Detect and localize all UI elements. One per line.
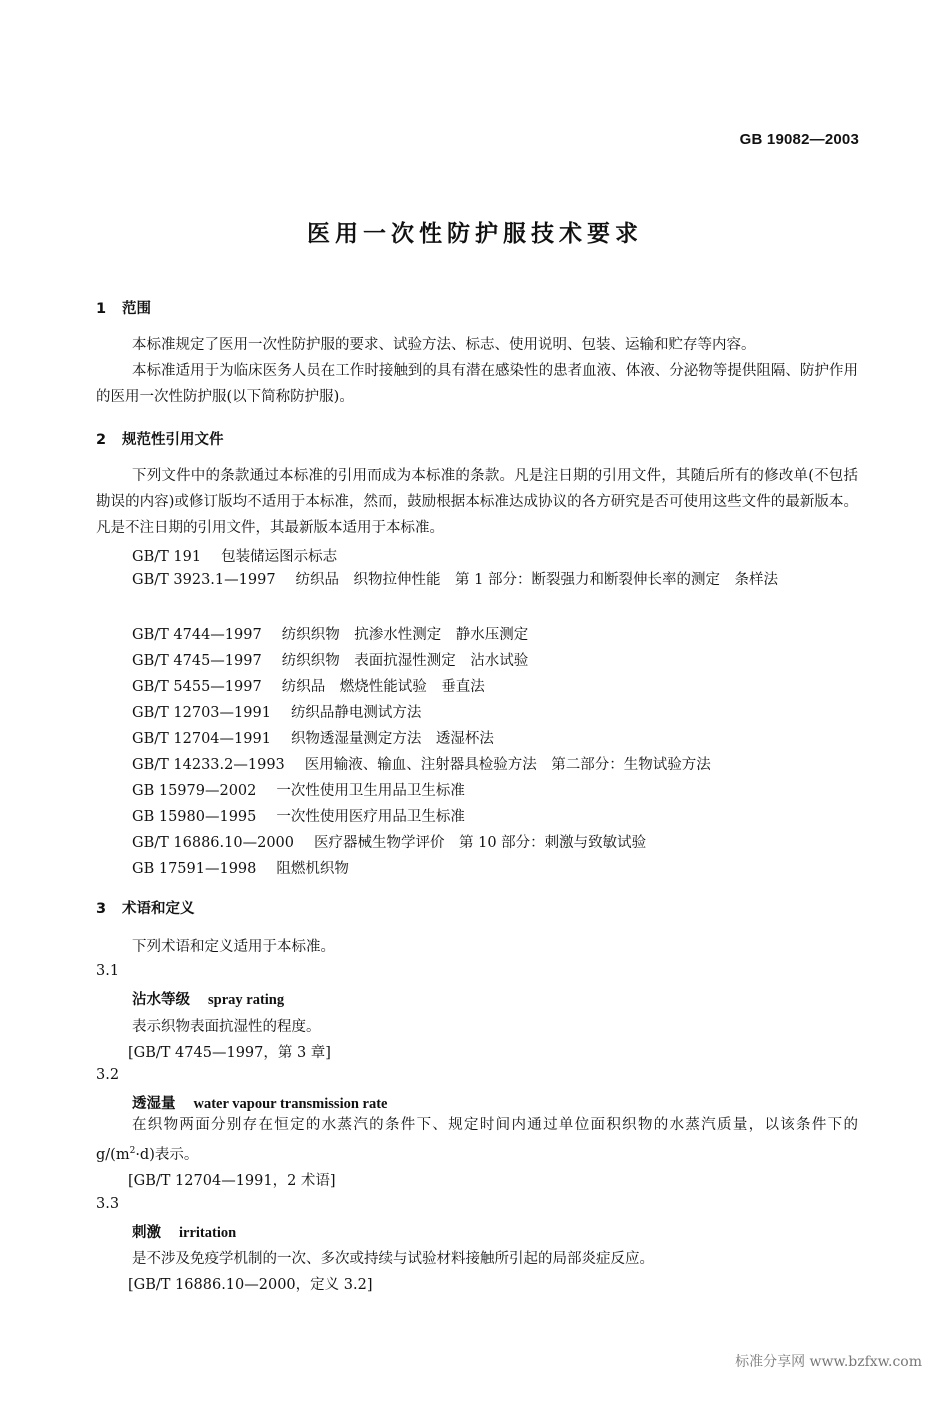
reference-item [132, 701, 421, 722]
reference-item [132, 727, 494, 748]
reference-code: GB 17591—1998 [132, 861, 257, 877]
section-title: 术语和定义 [122, 901, 195, 917]
section-3-heading [96, 897, 195, 918]
term-zh: 沾水等级 [132, 991, 190, 1008]
section-2-intro: 下列文件中的条款通过本标准的引用而成为本标准的条款。凡是注日期的引用文件，其随后所有的修改单(不包括勘误的内容)或修订版均不适用于本标准，然而，鼓励根据本标准达成协议的各方研究是否可使用这些文件的最新版本。凡是不注日期的引用文件，其最新版本适用于本标准。 [96, 468, 858, 536]
reference-title: 纺织品静电测试方法 [290, 705, 422, 721]
term-name [132, 988, 284, 1009]
term-definition-text: 在织物两面分别存在恒定的水蒸汽的条件下、规定时间内通过单位面积织物的水蒸汽质量，以该条件下的 g/(m [96, 1117, 858, 1163]
reference-code: GB/T 4744—1997 [132, 627, 262, 643]
reference-title: 包装储运图示标志 [221, 549, 338, 565]
reference-item [132, 831, 646, 852]
reference-title: 纺织织物 表面抗湿性测定 沾水试验 [281, 653, 529, 669]
term-number: 3.2 [96, 1067, 120, 1083]
reference-code: GB/T 16886.10—2000 [132, 835, 294, 851]
section-3-intro: 下列术语和定义适用于本标准。 [132, 939, 335, 955]
term-source: [GB/T 12704—1991，2 术语] [128, 1173, 336, 1189]
section-number: 1 [96, 301, 107, 317]
term-en: spray rating [208, 992, 285, 1008]
reference-item [132, 545, 337, 566]
reference-title: 一次性使用医疗用品卫生标准 [276, 809, 465, 825]
term-definition: 表示织物表面抗湿性的程度。 [132, 1019, 321, 1035]
reference-title: 阻燃机织物 [276, 861, 349, 877]
reference-code: GB/T 4745—1997 [132, 653, 262, 669]
document-title: 医用一次性防护服技术要求 [307, 221, 643, 247]
reference-item [132, 857, 349, 878]
reference-title: 纺织织物 抗渗水性测定 静水压测定 [281, 627, 529, 643]
term-en: water vapour transmission rate [193, 1096, 388, 1112]
term-zh: 刺激 [132, 1224, 161, 1241]
term-number: 3.3 [96, 1196, 120, 1212]
reference-item [132, 623, 528, 644]
section-2-heading [96, 428, 224, 449]
section-1-paragraph-1: 本标准规定了医用一次性防护服的要求、试验方法、标志、使用说明、包装、运输和贮存等内容。 [132, 337, 756, 353]
reference-code: GB/T 14233.2—1993 [132, 757, 285, 773]
reference-code: GB 15980—1995 [132, 809, 257, 825]
section-1-heading [96, 297, 151, 318]
term-name [132, 1221, 236, 1242]
reference-title: 医用输液、输血、注射器具检验方法 第二部分：生物试验方法 [304, 757, 711, 773]
section-number: 2 [96, 432, 107, 448]
term-name [132, 1092, 388, 1113]
reference-code: GB/T 12703—1991 [132, 705, 271, 721]
term-source: [GB/T 4745—1997，第 3 章] [128, 1045, 331, 1061]
section-title: 规范性引用文件 [122, 432, 224, 448]
term-zh: 透湿量 [132, 1095, 176, 1112]
watermark: 标准分享网 www.bzfxw.com [735, 1354, 922, 1370]
section-number: 3 [96, 901, 107, 917]
term-definition: 是不涉及免疫学机制的一次、多次或持续与试验材料接触所引起的局部炎症反应。 [132, 1251, 654, 1267]
term-definition-text: ·d)表示。 [135, 1146, 199, 1163]
reference-code: GB 15979—2002 [132, 783, 257, 799]
section-1-paragraph-2: 本标准适用于为临床医务人员在工作时接触到的具有潜在感染性的患者血液、体液、分泌物等提供阻隔、防护作用的医用一次性防护服(以下简称防护服)。 [96, 363, 858, 405]
term-en: irritation [179, 1225, 237, 1241]
term-number: 3.1 [96, 963, 120, 979]
standard-number: GB 19082—2003 [739, 131, 859, 148]
reference-item [96, 567, 858, 593]
reference-code: GB/T 191 [132, 549, 202, 565]
reference-item [132, 675, 485, 696]
reference-title: 一次性使用卫生用品卫生标准 [276, 783, 465, 799]
reference-title: 纺织品 织物拉伸性能 第 1 部分：断裂强力和断裂伸长率的测定 条样法 [295, 572, 778, 588]
term-definition [96, 1112, 858, 1168]
reference-title: 医疗器械生物学评价 第 10 部分：刺激与致敏试验 [314, 835, 647, 851]
reference-title: 织物透湿量测定方法 透湿杯法 [290, 731, 494, 747]
reference-item [132, 753, 711, 774]
reference-code: GB/T 5455—1997 [132, 679, 262, 695]
reference-title: 纺织品 燃烧性能试验 垂直法 [281, 679, 485, 695]
section-title: 范围 [122, 301, 151, 317]
superscript: 2 [129, 1146, 136, 1156]
term-source: [GB/T 16886.10—2000，定义 3.2] [128, 1277, 373, 1293]
reference-item [132, 779, 465, 800]
reference-code: GB/T 3923.1—1997 [132, 572, 276, 588]
reference-item [132, 649, 528, 670]
reference-item [132, 805, 465, 826]
reference-code: GB/T 12704—1991 [132, 731, 271, 747]
